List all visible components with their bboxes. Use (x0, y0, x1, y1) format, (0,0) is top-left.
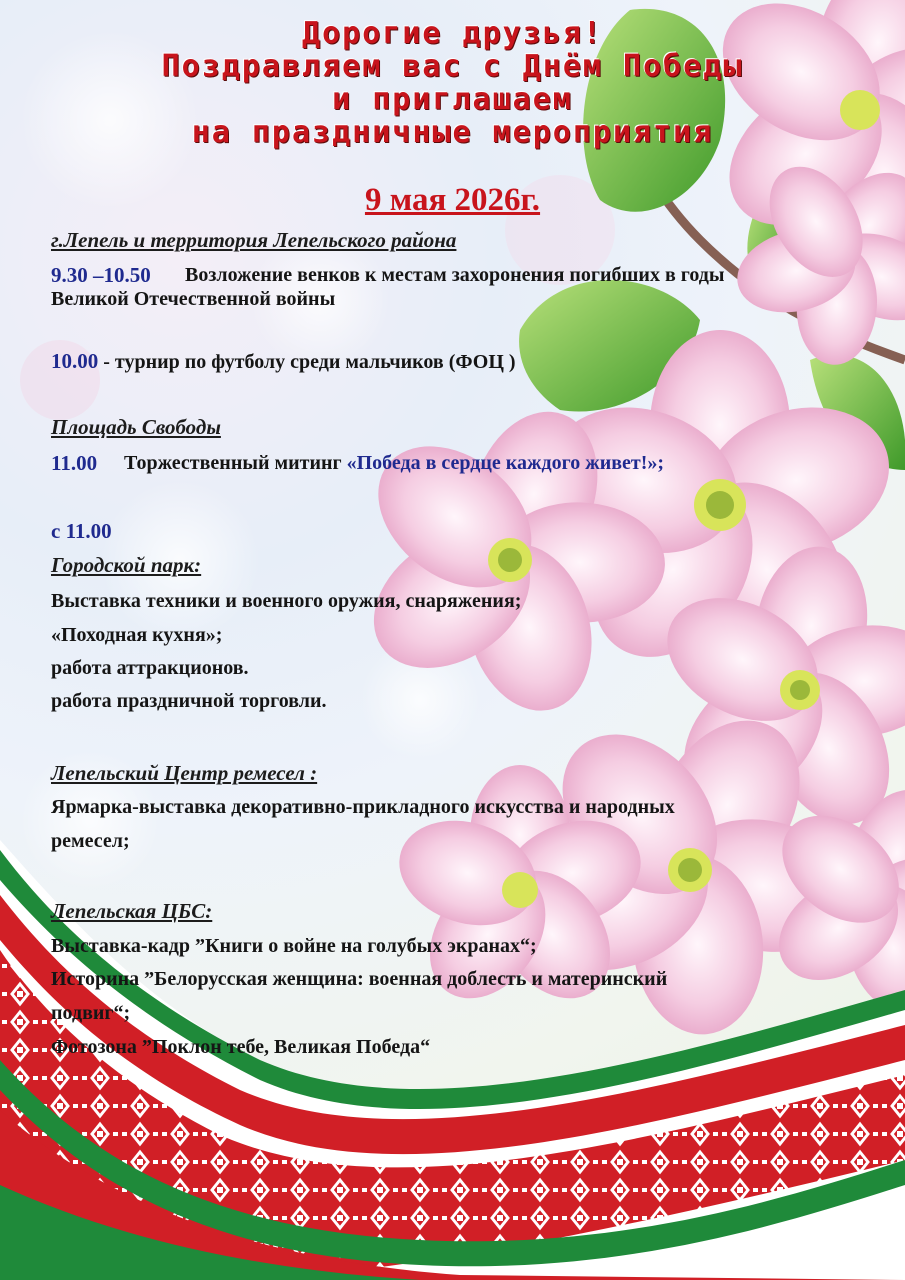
item-text-football: - турнир по футболу среди мальчиков (ФОЦ ) (98, 351, 516, 373)
section-title-crafts: Лепельский Центр ремесел : (51, 761, 318, 785)
section-title-square: Площадь Свободы (51, 415, 221, 439)
park-line-4: работа праздничной торговли. (51, 690, 327, 712)
library-line-1: Выставка-кадр ”Книги о войне на голубых экранах“; (51, 935, 537, 957)
section-title-library: Лепельская ЦБС: (51, 899, 213, 923)
event-date: 9 мая 2026г. (364, 182, 541, 218)
headline-line-1: Дорогие друзья! (302, 16, 603, 51)
library-line-2: Историна ”Белорусская женщина: военная доблесть и материнский (51, 968, 668, 990)
headline-line-2: Поздравляем вас с Днём Победы (161, 49, 744, 84)
crafts-line-2: ремесел; (51, 830, 130, 852)
park-line-3: работа аттракционов. (51, 657, 249, 679)
item-quote-rally: «Победа в сердце каждого живет!»; (346, 452, 665, 474)
item-text-wreaths: Возложение венков к местам захоронения погибших в годы (185, 264, 725, 286)
park-line-2: «Походная кухня»; (51, 624, 223, 646)
library-line-4: Фотозона ”Поклон тебе, Великая Победа“ (51, 1036, 431, 1058)
item-time-wreaths: 9.30 –10.50 (51, 263, 151, 287)
headline-line-3: и приглашаем (332, 82, 573, 117)
item-time-rally: 11.00 (51, 451, 98, 475)
crafts-line-1: Ярмарка-выставка декоративно-прикладного искусства и народных (51, 796, 675, 818)
library-line-3: подвиг“; (51, 1002, 131, 1024)
item-time-football: 10.00 (51, 349, 99, 373)
item-text-wreaths-cont: Великой Отечественной войны (51, 288, 336, 310)
item-text-rally: Торжественный митинг (124, 452, 347, 474)
headline-line-4: на праздничные мероприятия (191, 115, 714, 150)
item-football (51, 349, 516, 374)
park-since-time: с 11.00 (51, 519, 112, 543)
item-rally (124, 452, 664, 475)
park-line-1: Выставка техники и военного оружия, снаряжения; (51, 590, 522, 612)
section-title-park: Городской парк: (51, 553, 202, 577)
section-title-lepel: г.Лепель и территория Лепельского района (51, 228, 457, 252)
